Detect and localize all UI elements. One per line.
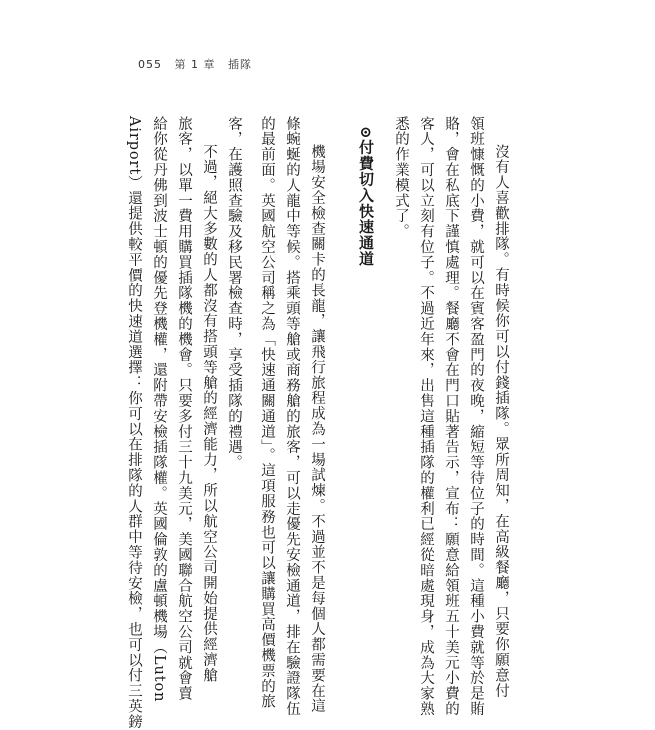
text-line: Airport）還提供較平價的快速道選擇：你可以在排隊的人群中等待安檢，也可以付三英鎊: [126, 116, 142, 730]
text-line: 條蜿蜒的人龍中等候。搭乘頭等艙或商務艙的旅客，可以走優先安檢通道，排在驗證隊伍: [284, 116, 300, 717]
section-heading: ⊙付費切入快速通道: [357, 126, 375, 267]
text-line: 給你從丹佛到波士頓的優先登機權，還附帶安檢插隊權。英國倫敦的盧頓機場（Luton: [151, 116, 167, 703]
text-line: 客，在護照查驗及移民署檢查時，享受插隊的禮遇。: [226, 116, 242, 471]
running-header: [138, 56, 260, 72]
text-line: 的最前面。英國航空公司稱之為「快速通關通道」。這項服務也可以讓購買高價機票的旅: [259, 116, 275, 710]
text-line: 賂，會在私底下謹慎處理。餐廳不會在門口貼著告示，宣布：願意給領班五十美元小費的: [443, 116, 459, 717]
chapter-title: 插隊: [228, 58, 252, 71]
text-line: 不過，絕大多數的人都沒有搭頭等艙的經濟能力，所以航空公司開始提供經濟艙: [201, 144, 217, 683]
text-line: 沒有人喜歡排隊。有時候你可以付錢插隊。眾所周知，在高級餐廳，只要你願意付: [493, 144, 509, 699]
text-line: 旅客，以單一費用購買插隊機的機會。只要多付三十九美元，美國聯合航空公司就會賣: [176, 116, 192, 702]
text-line: 領班慷慨的小費，就可以在賓客盈門的夜晚，縮短等待位子的時間。這種小費就等於是賄: [468, 116, 484, 717]
text-line: 客人，可以立刻有位子。不過近年來，出售這種插隊的權利已經從暗處現身，成為大家熟: [418, 116, 434, 717]
text-line: 悉的作業模式了。: [393, 116, 409, 240]
vertical-body-text: [121, 116, 513, 730]
text-line: 機場安全檢查關卡的長龍，讓飛行旅程成為一場試煉。不過並不是每個人都需要在這: [309, 144, 325, 714]
chapter-label: 第 1 章: [174, 58, 216, 71]
page-number: 055: [138, 58, 162, 71]
